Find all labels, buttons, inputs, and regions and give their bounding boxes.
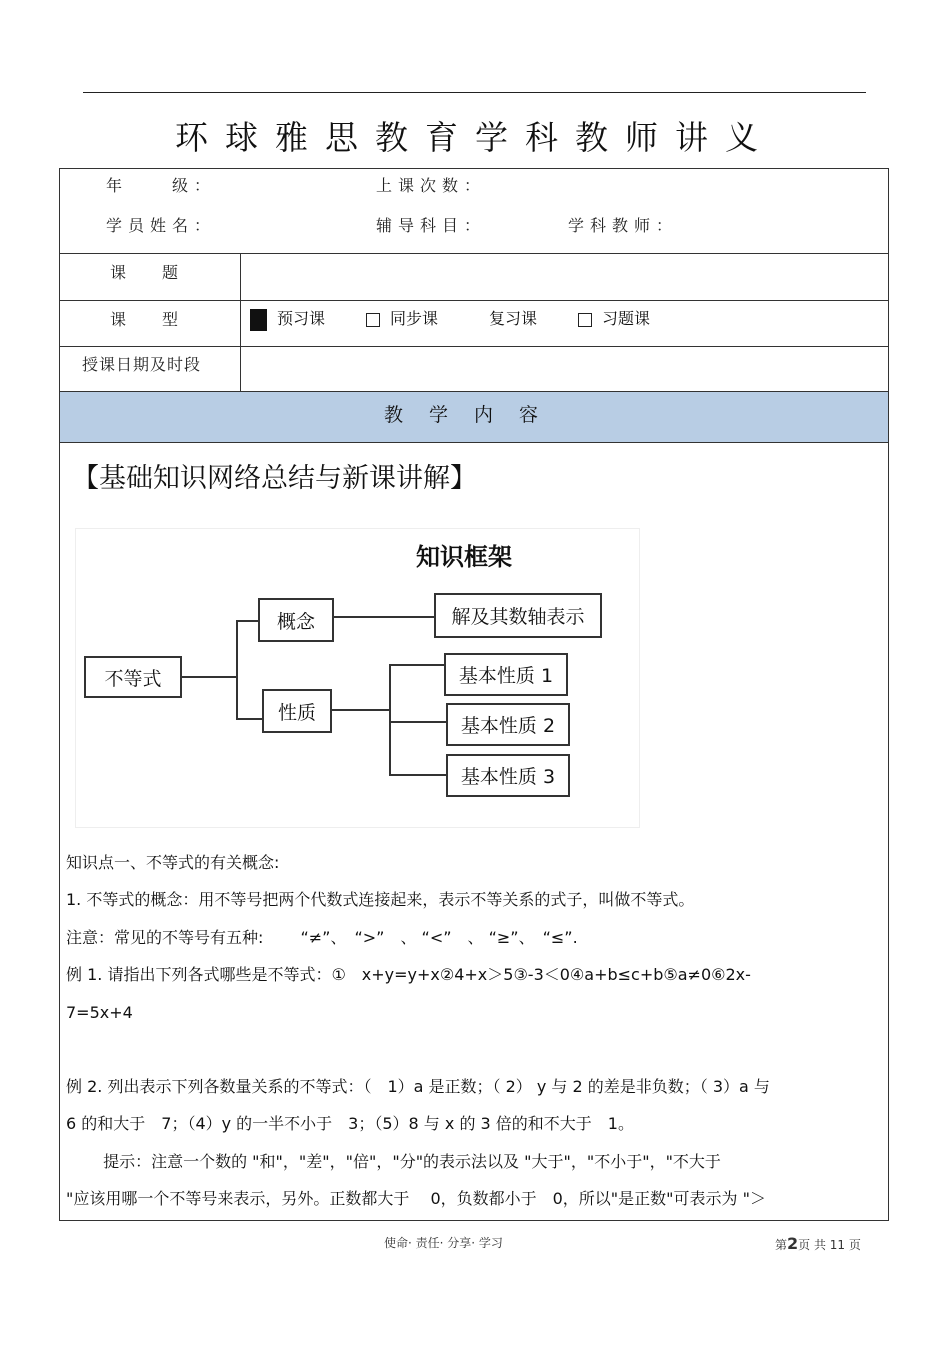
- connector: [389, 664, 444, 666]
- example-1-continued: 7=5x+4: [66, 1003, 133, 1022]
- page-title: 环球雅思教育学科教师讲义: [175, 118, 775, 157]
- knowledge-point-heading: 知识点一、不等式的有关概念:: [66, 853, 280, 872]
- teacher-label: 学科教师：: [568, 216, 679, 235]
- node-property-1: 基本性质 1: [444, 653, 568, 696]
- connector: [389, 721, 446, 723]
- lessons-label: 上课次数：: [376, 176, 487, 195]
- example-1-text: 例 1. 请指出下列各式哪些是不等式：① x+y=y+x②4+x＞5③-3＜0④a+b≤c+b⑤a≠0⑥2x-: [66, 965, 751, 984]
- example-2-continued: 6 的和大于 7；（4）y 的一半不小于 3；（5）8 与 x 的 3 倍的和不大于 1。: [66, 1114, 634, 1133]
- node-concept: 概念: [258, 598, 334, 642]
- form-divider: [59, 300, 889, 301]
- hint-continued: "应该用哪一个不等号来表示，另外。正数都大于 0，负数都小于 0，所以"是正数"可表示为 "＞: [66, 1189, 766, 1208]
- type-option-preview[interactable]: 预习课: [250, 306, 325, 331]
- page-number: 2: [787, 1234, 799, 1253]
- connector: [389, 774, 446, 776]
- node-property-2: 基本性质 2: [446, 703, 570, 746]
- footer-motto: 使命· 责任· 分享· 学习: [384, 1236, 503, 1250]
- definition-text: 1. 不等式的概念：用不等号把两个代数式连接起来，表示不等关系的式子，叫做不等式。: [66, 890, 695, 909]
- content-band-title: 教学内容: [383, 404, 564, 426]
- student-name-label: 学员姓名：: [106, 216, 217, 235]
- type-option-exercise[interactable]: 习题课: [578, 306, 650, 329]
- connector: [236, 620, 238, 720]
- note-text: 注意：常见的不等号有五种: “≠”、 “>” 、 “<” 、 “≥”、 “≤”.: [66, 928, 578, 947]
- form-divider: [59, 253, 889, 254]
- type-option-review[interactable]: 复习课: [489, 309, 538, 328]
- connector: [389, 664, 391, 776]
- topic-label: 课 题: [110, 263, 189, 282]
- lesson-type-label: 课 型: [110, 310, 189, 329]
- diagram-title: 知识框架: [416, 542, 512, 571]
- checkbox-icon: [578, 313, 592, 327]
- section-title: 【基础知识网络总结与新课讲解】: [72, 463, 477, 494]
- example-2-text: 例 2. 列出表示下列各数量关系的不等式：（ 1）a 是正数；（ 2） y 与 2 的差是非负数；（ 3）a 与: [66, 1077, 770, 1096]
- connector: [236, 620, 258, 622]
- content-band: [60, 391, 888, 443]
- hint-text: 提示：注意一个数的 "和"，"差"，"倍"，"分"的表示法以及 "大于"，"不小于"，"不大于: [66, 1152, 721, 1171]
- date-label: 授课日期及时段: [82, 355, 202, 374]
- grade-label: 年 级：: [106, 176, 217, 195]
- page-indicator: 第2页 共 11 页: [775, 1234, 861, 1253]
- node-property-3: 基本性质 3: [446, 754, 570, 797]
- node-root: 不等式: [84, 656, 182, 698]
- node-property: 性质: [262, 689, 332, 733]
- checkbox-icon: [366, 313, 380, 327]
- connector: [236, 718, 262, 720]
- form-column-divider: [240, 253, 241, 391]
- connector: [332, 709, 390, 711]
- type-option-sync[interactable]: 同步课: [366, 306, 438, 329]
- connector: [334, 616, 434, 618]
- connector: [181, 676, 237, 678]
- knowledge-diagram: [75, 528, 640, 828]
- node-concept-child: 解及其数轴表示: [434, 593, 602, 638]
- checked-box-icon: [250, 309, 267, 331]
- subject-label: 辅导科目：: [376, 216, 487, 235]
- form-divider: [59, 346, 889, 347]
- header-rule: [83, 92, 866, 93]
